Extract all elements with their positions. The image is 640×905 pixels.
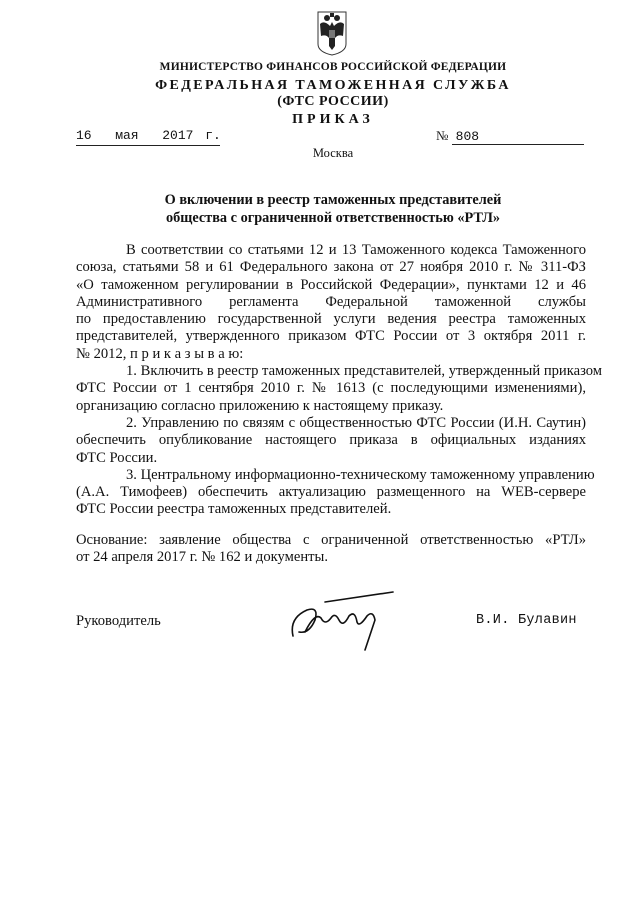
body-line: 1. Включить в реестр таможенных представителей, утвержденный приказом [126, 363, 603, 380]
service-short-name: (ФТС РОССИИ) [277, 94, 389, 109]
document-number [436, 128, 586, 145]
date-text: 16 мая 2017 г. [76, 128, 221, 143]
body-line: В соответствии со статьями 12 и 13 Таможенного кодекса Таможенного [126, 242, 586, 258]
basis [76, 532, 586, 567]
body-line: союза, статьями 58 и 61 Федерального закона от 27 ноября 2010 г. № 311-ФЗ [76, 259, 586, 276]
body-line: ФТС России реестра таможенных представителей. [76, 501, 392, 518]
body-line: организацию согласно приложению к настоящему приказу. [76, 397, 444, 414]
number-value: 808 [452, 129, 584, 145]
body-line: ФТС России от 1 сентября 2010 г. № 1613 (с последующими изменениями), [76, 380, 586, 397]
basis-line: Основание: заявление общества с ограниченной ответственностью «РТЛ» [76, 532, 586, 548]
title-line: общества с ограниченной ответственностью «РТЛ» [165, 210, 501, 226]
basis-line: от 24 апреля 2017 г. № 162 и документы. [76, 549, 328, 566]
number-sign: № [436, 128, 449, 143]
city: Москва [312, 146, 354, 160]
body-line: обеспечить опубликование настоящего приказа в официальных изданиях [76, 432, 586, 449]
document-body [76, 242, 603, 519]
body-line: № 2012, п р и к а з ы в а ю: [76, 345, 244, 362]
document-type: ПРИКАЗ [292, 112, 374, 127]
body-line: 3. Центральному информационно-техническому таможенному управлению [126, 466, 595, 483]
document-title [0, 191, 640, 227]
body-line: ФТС России. [76, 449, 158, 466]
body-line: по предоставлению государственной услуги ведения реестра таможенных [76, 311, 586, 328]
body-line: «О таможенном регулировании в Российской Федерации», пунктами 12 и 46 [76, 276, 586, 293]
service-name: ФЕДЕРАЛЬНАЯ ТАМОЖЕННАЯ СЛУЖБА [155, 78, 511, 93]
ministry-name: МИНИСТЕРСТВО ФИНАНСОВ РОССИЙСКОЙ ФЕДЕРАЦИИ [159, 61, 507, 73]
signatory-role: Руководитель [76, 613, 161, 629]
emblem-icon [316, 10, 348, 61]
body-line: 2. Управлению по связям с общественностью ФТС России (И.Н. Саутин) [126, 414, 586, 431]
handwritten-signature [285, 588, 405, 659]
signatory-name: В.И. Булавин [476, 613, 577, 628]
document-date [76, 128, 220, 146]
title-line: О включении в реестр таможенных представителей [164, 192, 502, 208]
body-line: представителей, утвержденного приказом ФТС России от 3 октября 2011 г. [76, 328, 586, 345]
body-line: (А.А. Тимофеев) обеспечить актуализацию размещенного на WEB-сервере [76, 484, 586, 501]
body-line: Административного регламента Федеральной таможенной службы [76, 293, 586, 310]
